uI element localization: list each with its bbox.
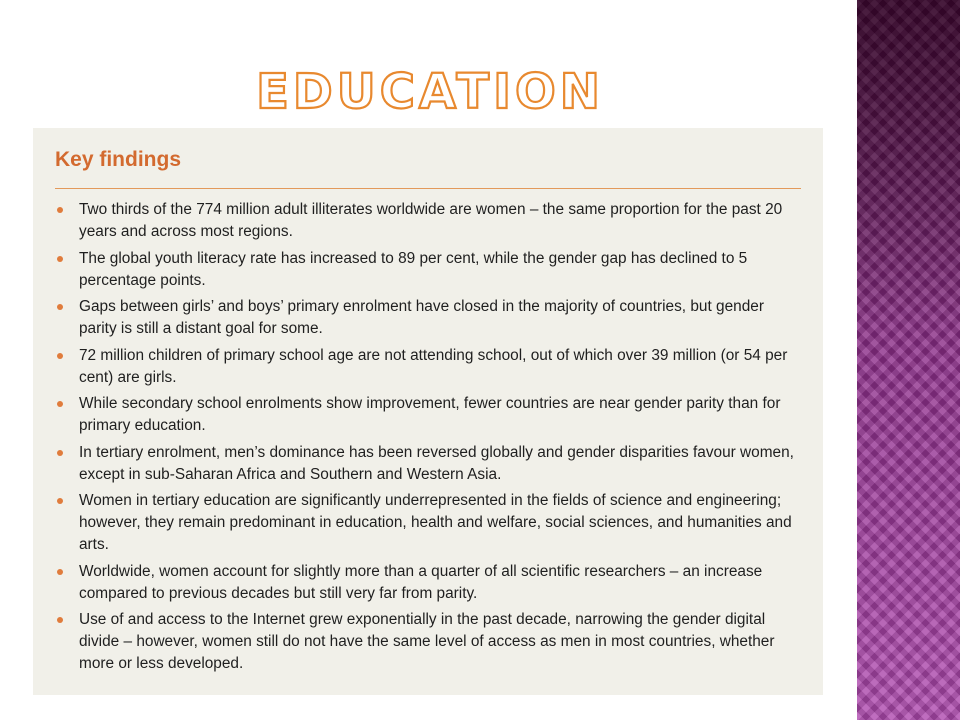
finding-item (55, 393, 801, 437)
finding-text: The global youth literacy rate has increased to 89 per cent, while the gender gap has declined to 5 percentage points. (79, 249, 748, 289)
decorative-side-band (857, 0, 960, 720)
finding-text: While secondary school enrolments show improvement, fewer countries are near gender parity than for primary education. (79, 395, 781, 434)
heading-divider (55, 188, 801, 189)
finding-text: Gaps between girls’ and boys’ primary enrolment have closed in the majority of countries, but gender parity is still a distant goal for some. (79, 298, 764, 337)
finding-item (55, 490, 801, 556)
finding-text: Two thirds of the 774 million adult illiterates worldwide are women – the same proportion for the past 20 years and across most regions. (79, 201, 783, 240)
bullet-icon (57, 207, 63, 213)
key-findings-panel (33, 128, 823, 695)
bullet-icon (57, 304, 63, 310)
slide-title (256, 58, 604, 120)
finding-item (55, 609, 801, 675)
bullet-icon (57, 450, 63, 456)
finding-text: 72 million children of primary school age are not attending school, out of which over 39 million (or 54 per cent) are girls. (79, 346, 788, 386)
finding-text: Use of and access to the Internet grew exponentially in the past decade, narrowing the gender digital divide – however, women still do not have the same level of access as men in most countries, whether more or less developed. (79, 611, 775, 672)
finding-item (55, 199, 801, 243)
bullet-icon (57, 617, 63, 623)
findings-list (55, 199, 801, 675)
finding-item (55, 296, 801, 340)
panel-heading: Key findings (55, 148, 182, 171)
bullet-icon (57, 401, 63, 407)
slide-title-text: EDUCATION (256, 64, 604, 120)
finding-text: Women in tertiary education are significantly underrepresented in the fields of science and engineering; however, they remain predominant in education, health and welfare, social sciences, and humanities and arts. (79, 492, 792, 553)
finding-item (55, 442, 801, 486)
bullet-icon (57, 353, 63, 359)
finding-text: In tertiary enrolment, men’s dominance has been reversed globally and gender disparities favour women, except in sub-Saharan Africa and Southern and Western Asia. (79, 443, 794, 483)
slide-title-svg (256, 58, 604, 120)
bullet-icon (57, 256, 63, 262)
bullet-icon (57, 569, 63, 575)
finding-text: Worldwide, women account for slightly more than a quarter of all scientific researchers – an increase compared to previous decades but still very far from parity. (79, 562, 763, 602)
finding-item (55, 248, 801, 292)
bullet-icon (57, 498, 63, 504)
finding-item (55, 345, 801, 389)
finding-item (55, 561, 801, 605)
